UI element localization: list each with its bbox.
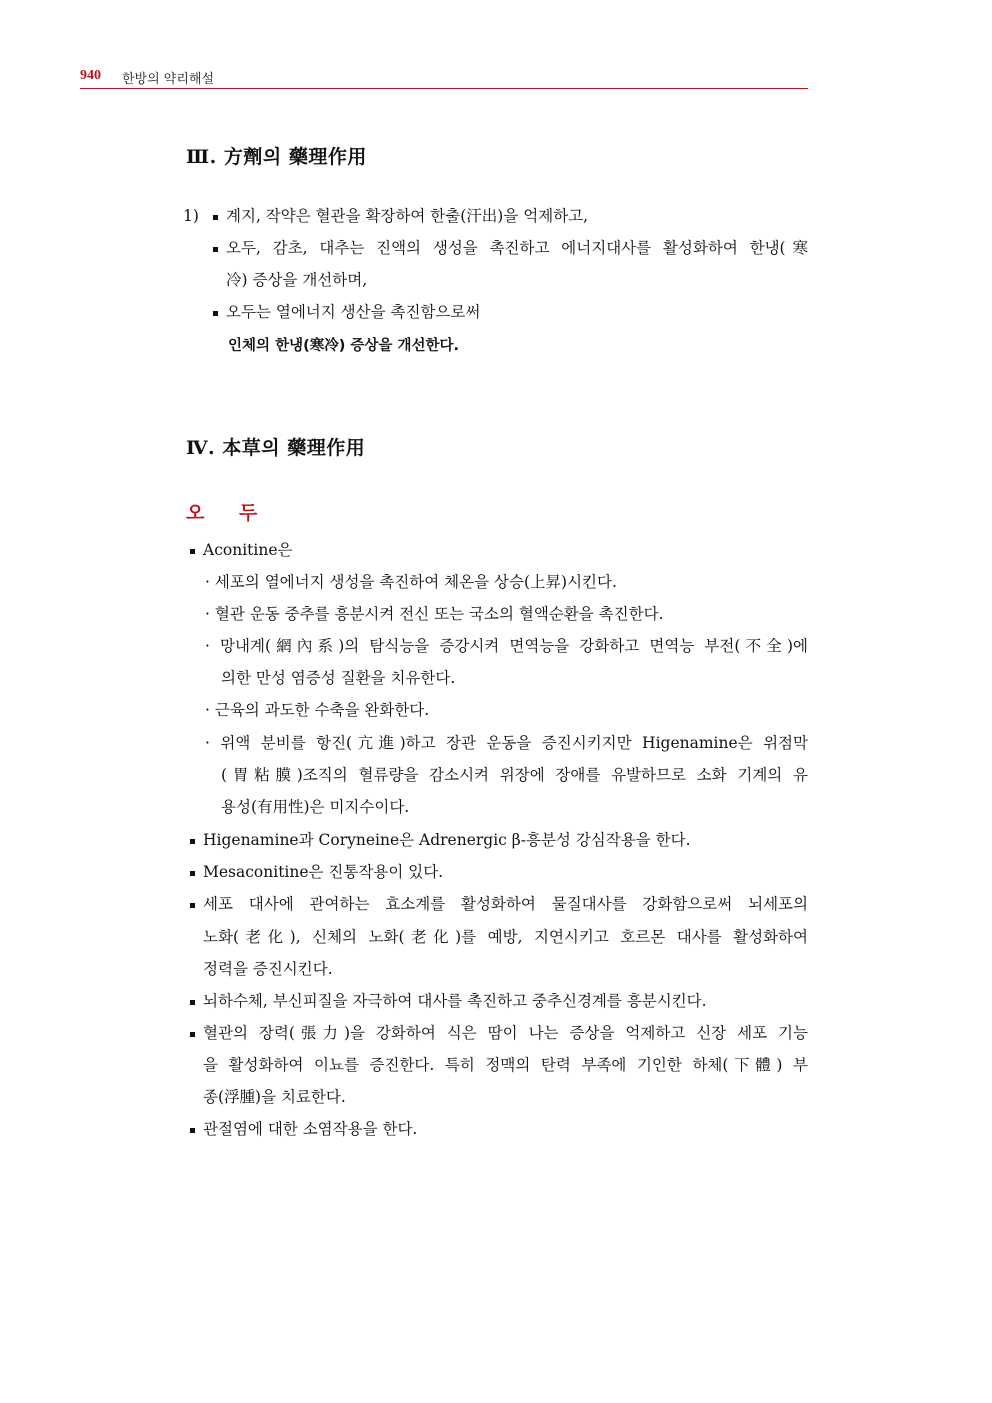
bullet-line: 관절염에 대한 소염작용을 한다. (190, 1119, 417, 1139)
continuation-line: 종(浮腫)을 치료한다. (203, 1088, 346, 1106)
running-title: 한방의 약리해설 (122, 72, 215, 87)
herb-name: 오 두 (186, 502, 272, 524)
bullet-line: 오두, 감초, 대추는 진액의 생성을 촉진하고 에너지대사를 활성화하여 한냉(寒 (213, 238, 808, 258)
sub-item: · 혈관 운동 중추를 흥분시켜 전신 또는 국소의 혈액순환을 촉진한다. (205, 605, 664, 623)
sub-item: · 근육의 과도한 수축을 완화한다. (205, 701, 430, 719)
continuation-line: 冷) 증상을 개선하며, (226, 271, 368, 289)
sub-item: · 위액 분비를 항진(亢進)하고 장관 운동을 증진시키지만 Higenamine은 위점막 (205, 734, 808, 752)
section-heading-4: Ⅳ. 本草의 藥理作用 (186, 437, 366, 459)
bullet-line: 혈관의 장력(張力)을 강화하여 식은 땀이 나는 증상을 억제하고 신장 세포 기능 (190, 1023, 808, 1043)
section-heading-3: Ⅲ. 方劑의 藥理作用 (186, 146, 367, 168)
continuation-line: 노화(老化), 신체의 노화(老化)를 예방, 지연시키고 호르몬 대사를 활성화하여 (203, 928, 808, 946)
bullet-line: 뇌하수체, 부신피질을 자극하여 대사를 촉진하고 중추신경계를 흥분시킨다. (190, 991, 707, 1011)
page-header (80, 68, 808, 89)
bullet-line: Higenamine과 Coryneine은 Adrenergic β-흥분성 강심작용을 한다. (190, 830, 691, 850)
sub-item: · 망내계(網內系)의 탐식능을 증강시켜 면역능을 강화하고 면역능 부전(不全)에 (205, 637, 808, 655)
continuation-line: 용성(有用性)은 미지수이다. (221, 798, 410, 816)
bullet-line: 세포 대사에 관여하는 효소계를 활성화하여 물질대사를 강화함으로써 뇌세포의 (190, 894, 808, 914)
item-number: 1) (183, 207, 199, 225)
bullet-line: 오두는 열에너지 생산을 촉진함으로써 (213, 302, 480, 322)
sub-item: · 세포의 열에너지 생성을 촉진하여 체온을 상승(上昇)시킨다. (205, 573, 617, 591)
continuation-line: 정력을 증진시킨다. (203, 960, 333, 978)
continuation-line: 을 활성화하여 이뇨를 증진한다. 특히 정맥의 탄력 부족에 기인한 하체(下體) 부 (203, 1056, 808, 1074)
bullet-line: Mesaconitine은 진통작용이 있다. (190, 862, 443, 882)
emphasis-line: 인체의 한냉(寒冷) 증상을 개선한다. (228, 338, 459, 354)
page-number: 940 (80, 68, 101, 83)
bullet-line: Aconitine은 (190, 540, 292, 560)
bullet-line: 계지, 작약은 혈관을 확장하여 한출(汗出)을 억제하고, (213, 206, 588, 226)
continuation-line: 의한 만성 염증성 질환을 치유한다. (221, 669, 456, 687)
continuation-line: (胃粘膜)조직의 혈류량을 감소시켜 위장에 장애를 유발하므로 소화 기계의 유 (221, 766, 808, 784)
